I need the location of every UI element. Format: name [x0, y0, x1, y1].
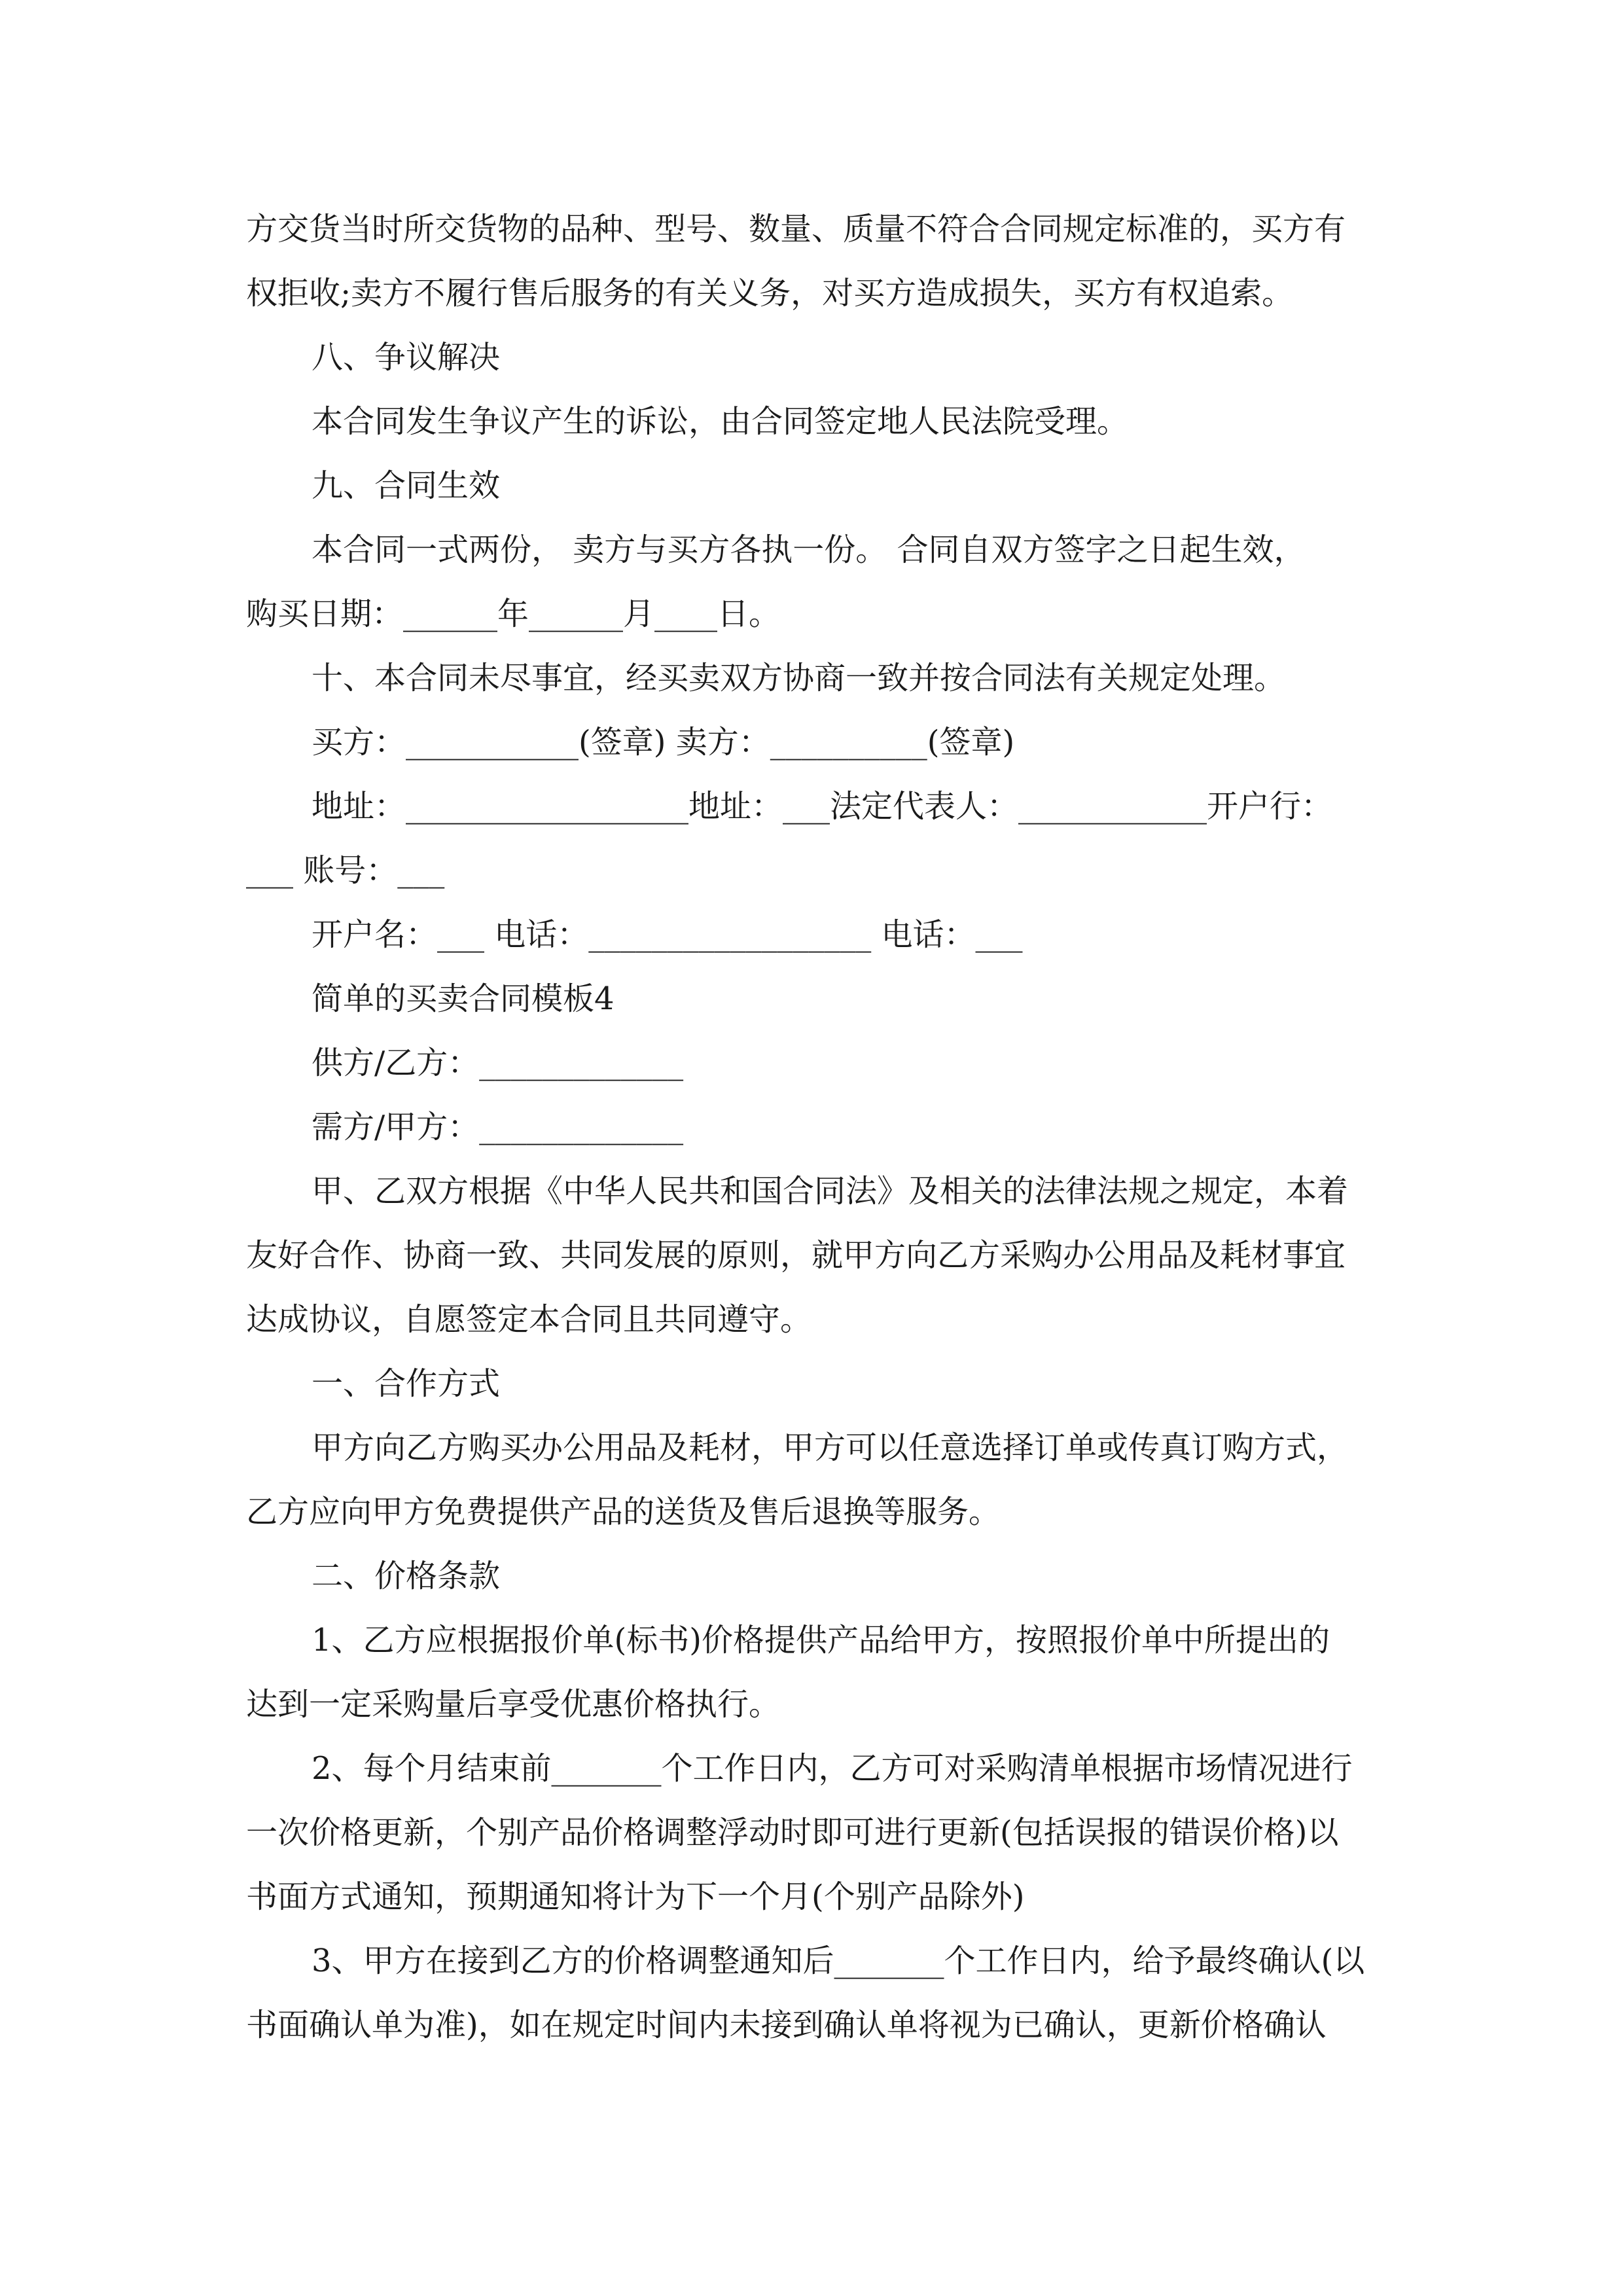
buyer-line: 需方/甲方：_____________ — [312, 1109, 684, 1145]
signature-line: 买方：___________(签章) 卖方：__________(签章) — [312, 724, 1015, 761]
document-body — [246, 197, 1381, 2057]
text-line: 2、每个月结束前_______个工作日内，乙方可对采购清单根据市场情况进行 — [312, 1750, 1353, 1787]
text-line: 达成协议，自愿签定本合同且共同遵守。 — [246, 1301, 812, 1338]
section-heading: 二、价格条款 — [312, 1558, 501, 1594]
text-line: 权拒收;卖方不履行售后服务的有关义务，对买方造成损失，买方有权追索。 — [246, 275, 1294, 312]
purchase-date-line: 购买日期：______年______月____日。 — [246, 596, 781, 632]
text-line: 甲方向乙方购买办公用品及耗材，甲方可以任意选择订单或传真订购方式， — [312, 1429, 1349, 1466]
section-heading: 一、合作方式 — [312, 1365, 501, 1402]
text-line: 书面确认单为准)，如在规定时间内未接到确认单将视为已确认，更新价格确认 — [246, 2007, 1327, 2043]
section-heading: 八、争议解决 — [312, 339, 501, 376]
section-heading: 九、合同生效 — [312, 467, 501, 504]
section-heading: 十、本合同未尽事宜，经买卖双方协商一致并按合同法有关规定处理。 — [312, 660, 1286, 696]
address-line: 地址：__________________地址：___法定代表人：____________开户行： — [312, 788, 1333, 825]
text-line: 本合同发生争议产生的诉讼，由合同签定地人民法院受理。 — [312, 403, 1129, 440]
text-line: 达到一定采购量后享受优惠价格执行。 — [246, 1686, 781, 1723]
account-line: ___ 账号：___ — [246, 852, 445, 889]
text-line: 一次价格更新，个别产品价格调整浮动时即可进行更新(包括误报的错误价格)以 — [246, 1814, 1339, 1851]
text-line: 书面方式通知，预期通知将计为下一个月(个别产品除外) — [246, 1878, 1025, 1915]
template-title: 简单的买卖合同模板4 — [312, 980, 615, 1017]
text-line: 本合同一式两份， 卖方与买方各执一份。 合同自双方签字之日起生效， — [312, 531, 1306, 568]
account-name-line: 开户名：___ 电话：__________________ 电话：___ — [312, 916, 1023, 953]
text-line: 友好合作、协商一致、共同发展的原则，就甲方向乙方采购办公用品及耗材事宜 — [246, 1237, 1346, 1274]
supplier-line: 供方/乙方：_____________ — [312, 1045, 684, 1081]
text-line: 甲、乙双方根据《中华人民共和国合同法》及相关的法律法规之规定，本着 — [312, 1173, 1349, 1210]
text-line: 1、乙方应根据报价单(标书)价格提供产品给甲方，按照报价单中所提出的 — [312, 1622, 1330, 1659]
text-line: 方交货当时所交货物的品种、型号、数量、质量不符合合同规定标准的，买方有 — [246, 211, 1346, 247]
text-line: 乙方应向甲方免费提供产品的送货及售后退换等服务。 — [246, 1494, 1001, 1530]
text-line: 3、甲方在接到乙方的价格调整通知后_______个工作日内，给予最终确认(以 — [312, 1943, 1365, 1979]
